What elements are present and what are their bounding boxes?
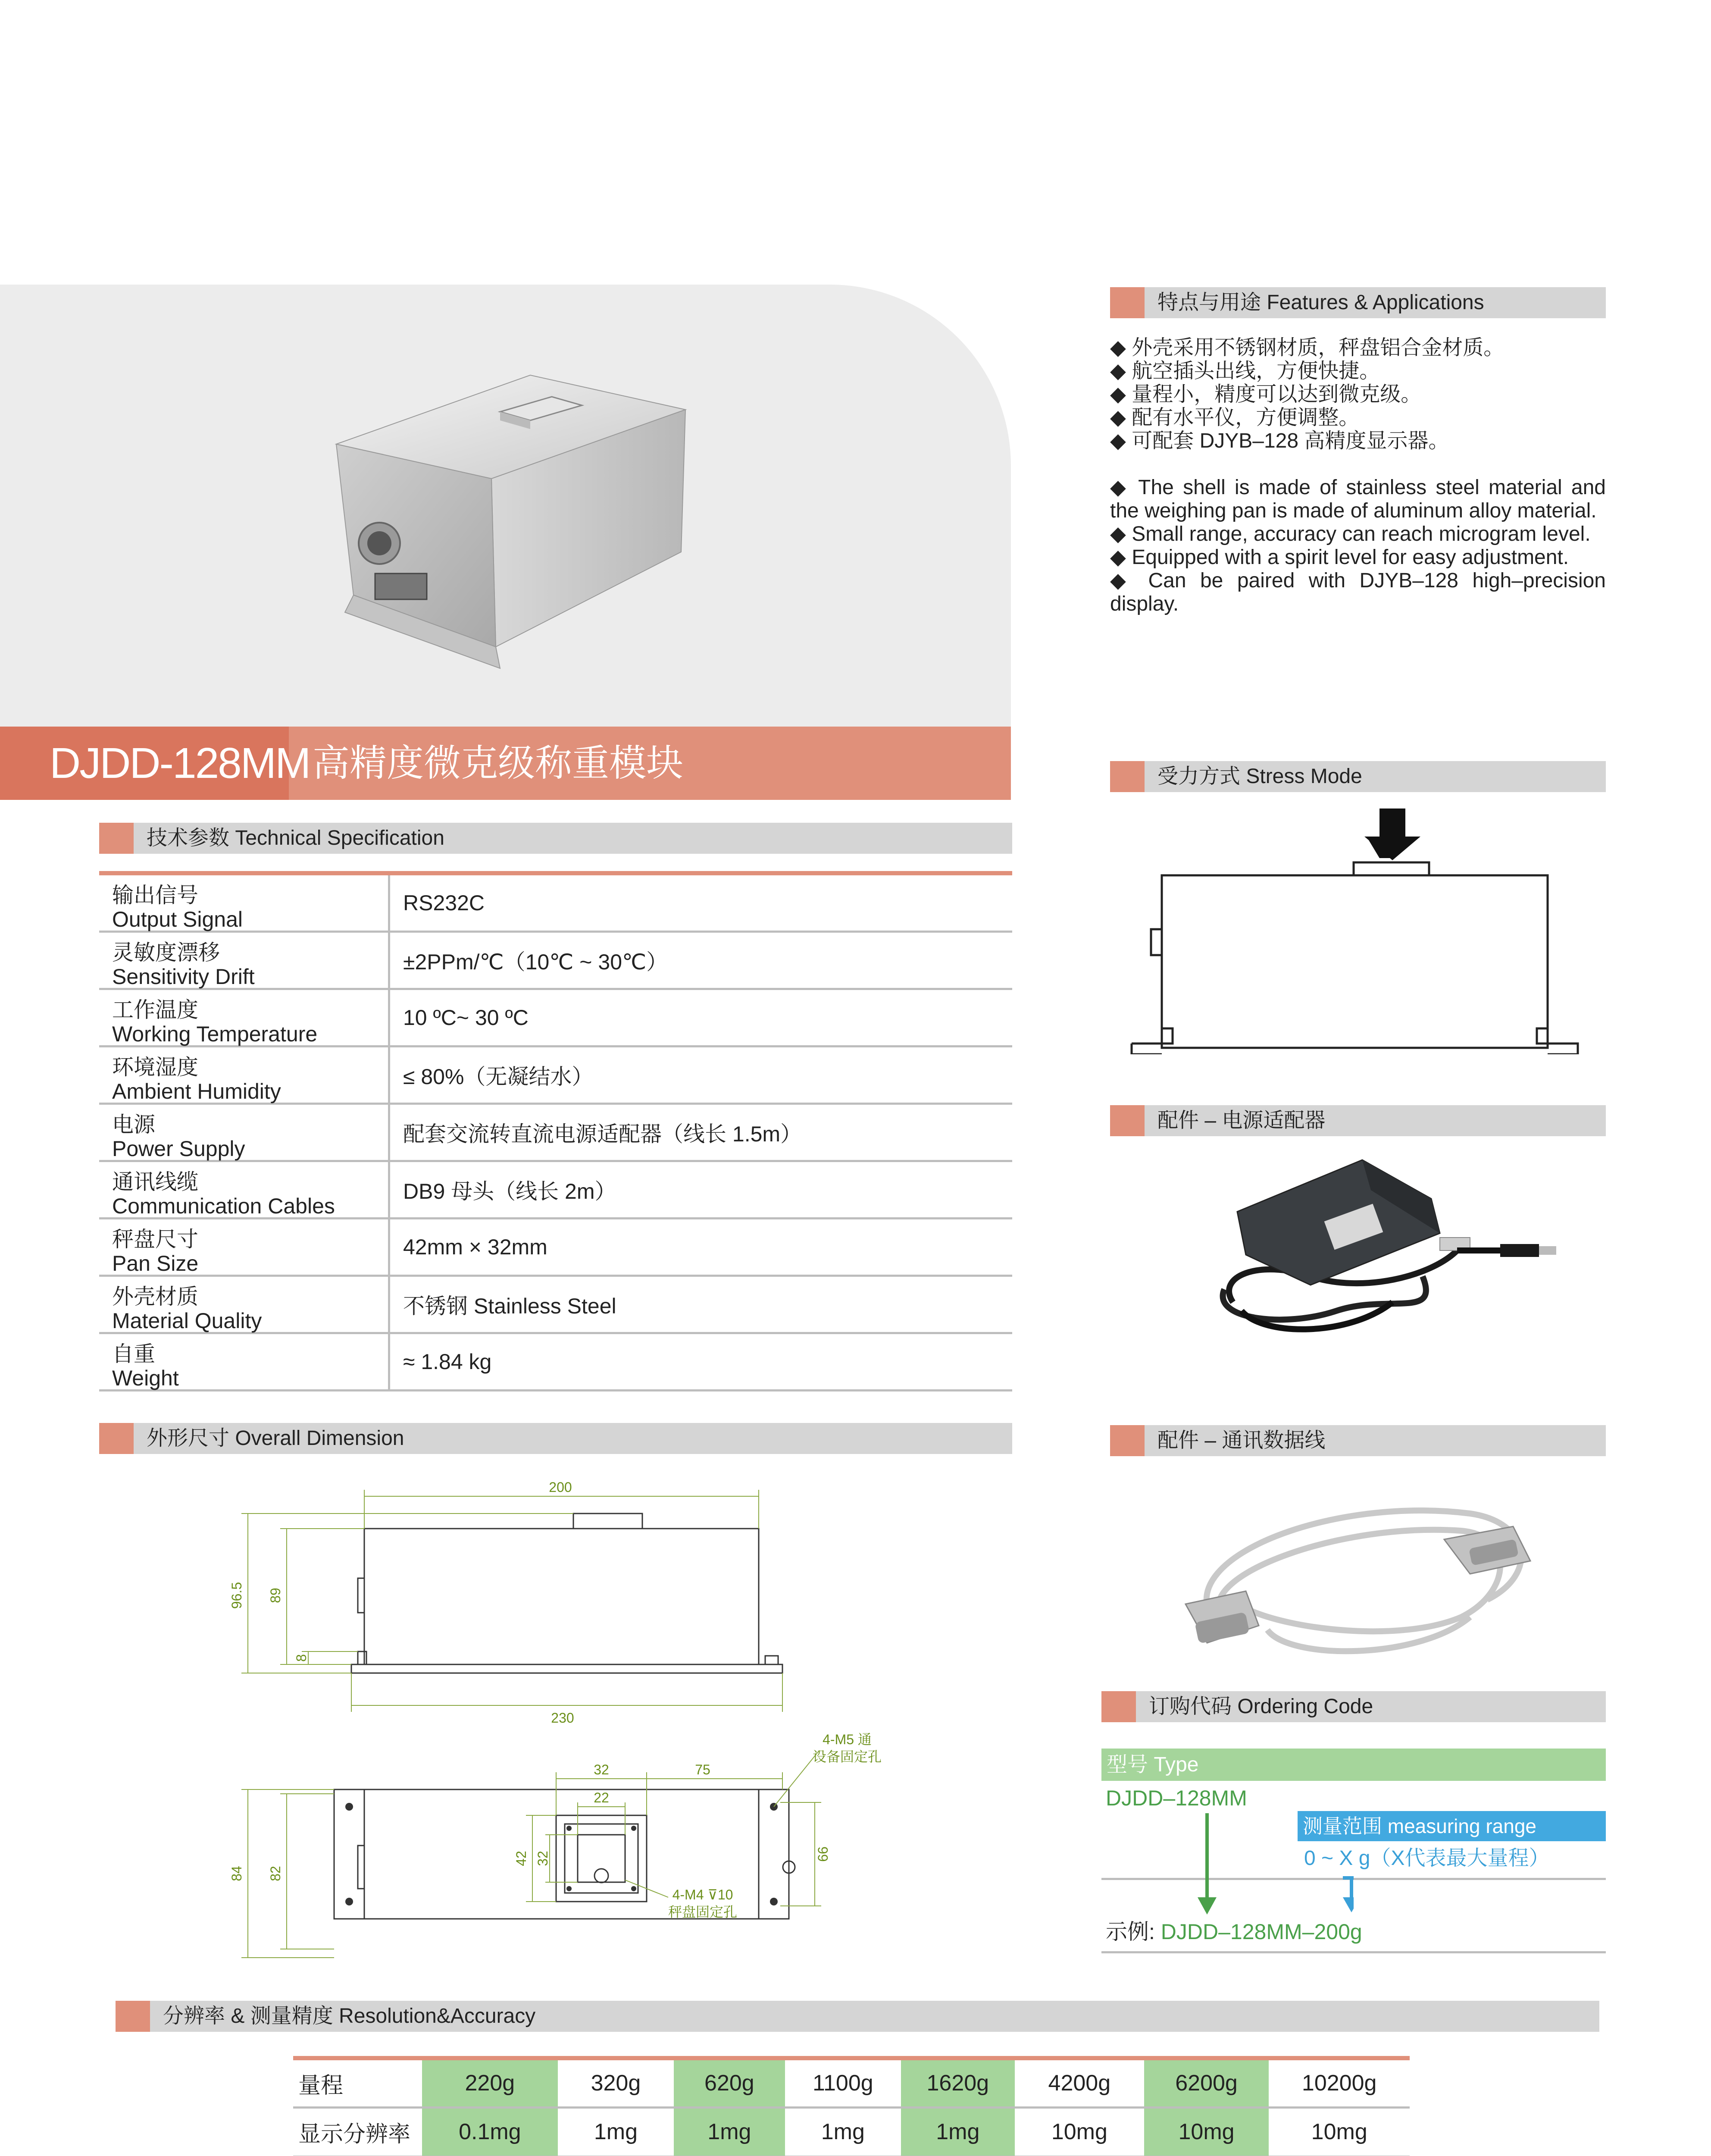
row-header: 显示分辨率 [293, 2107, 421, 2156]
dim-8: 8 [294, 1654, 309, 1662]
hero-model-number: DJDD-128MM [0, 727, 289, 800]
note-m5-line2: 设备固定孔 [812, 1749, 882, 1764]
hero-product-title: 高精度微克级称重模块 [313, 743, 683, 784]
spec-label-en: Working Temperature [112, 1022, 318, 1046]
section-header-features: 特点与用途 Features & Applications [1110, 287, 1606, 318]
spec-label-en: Power Supply [112, 1137, 245, 1161]
spec-label-cn: 通讯线缆 [112, 1170, 198, 1194]
table-row [293, 2107, 1409, 2156]
spec-value: 不锈钢 Stainless Steel [403, 1294, 616, 1318]
table-cell: 1mg [559, 2107, 673, 2156]
ordering-divider [1101, 1878, 1606, 1880]
ordering-model: DJDD–128MM [1106, 1786, 1247, 1810]
feature-item-cn: ◆ 可配套 DJYB–128 高精度显示器。 [1110, 429, 1449, 452]
dim-22: 22 [594, 1790, 609, 1805]
feature-item-cn: ◆ 配有水平仪，方便调整。 [1110, 406, 1360, 429]
power-adapter-photo [1198, 1147, 1565, 1345]
section-header-dimension: 外形尺寸 Overall Dimension [99, 1423, 1012, 1454]
spec-value: 42mm × 32mm [403, 1235, 547, 1259]
section-header-power: 配件 – 电源适配器 [1110, 1105, 1606, 1136]
spec-value: DB9 母头（线长 2m） [403, 1179, 616, 1203]
spec-row [99, 933, 1012, 990]
table-row [293, 2058, 1409, 2107]
table-cell: 1620g [900, 2058, 1016, 2107]
spec-label-cn: 自重 [112, 1342, 155, 1366]
spec-label-en: Output Signal [112, 907, 243, 931]
ordering-range-value: 0 ~ X g（X代表最大量程） [1304, 1847, 1550, 1870]
spec-label-cn: 电源 [112, 1112, 155, 1137]
table-cell: 1mg [900, 2107, 1016, 2156]
section-header-resolution: 分辨率 & 测量精度 Resolution&Accuracy [116, 2001, 1599, 2032]
dim-230: 230 [551, 1710, 574, 1726]
table-cell: 1mg [673, 2107, 786, 2156]
spec-row [99, 1047, 1012, 1105]
dim-84: 84 [229, 1866, 244, 1881]
spec-row [99, 990, 1012, 1047]
ordering-example-prefix: 示例: [1106, 1920, 1161, 1944]
table-cell: 620g [673, 2058, 786, 2107]
section-header-stress: 受力方式 Stress Mode [1110, 761, 1606, 792]
features-list [1110, 336, 1606, 616]
spec-label-en: Weight [112, 1366, 179, 1390]
section-header-cable: 配件 – 通讯数据线 [1110, 1425, 1606, 1456]
dim-89: 89 [268, 1588, 283, 1603]
table-cell: 10mg [1016, 2107, 1143, 2156]
ordering-type-bar [1101, 1749, 1606, 1781]
spec-table [99, 871, 1012, 1391]
spec-label-cn: 秤盘尺寸 [112, 1227, 198, 1251]
dim-32-side: 32 [535, 1851, 551, 1866]
spec-value: 配套交流转直流电源适配器（线长 1.5m） [403, 1122, 802, 1146]
feature-item-en: ◆ Small range, accuracy can reach microgram level. [1110, 523, 1591, 545]
arrow-down-green-icon [1198, 1897, 1217, 1915]
spec-label-en: Material Quality [112, 1309, 262, 1333]
resolution-table [293, 2056, 1410, 2156]
table-cell: 10mg [1143, 2107, 1270, 2156]
ordering-example [1106, 1917, 1362, 1947]
table-cell: 1100g [786, 2058, 900, 2107]
dim-96: 96.5 [229, 1582, 244, 1609]
arrow-down-icon [1364, 808, 1420, 860]
ordering-range-label: 测量范围 measuring range [1303, 1815, 1536, 1837]
feature-item-en: ◆ Can be paired with DJYB–128 high–precision display. [1110, 569, 1606, 615]
dim-32-top: 32 [594, 1762, 609, 1777]
feature-item-en: ◆ Equipped with a spirit level for easy adjustment. [1110, 546, 1569, 569]
ordering-type-label: 型号 Type [1107, 1753, 1199, 1776]
spec-row [99, 1334, 1012, 1391]
dim-66: 66 [815, 1846, 831, 1862]
spec-value: RS232C [403, 891, 485, 915]
spec-row [99, 1277, 1012, 1334]
spec-value: 10 ºC~ 30 ºC [403, 1006, 529, 1030]
spec-value: ±2PPm/℃（10℃ ~ 30℃） [403, 950, 668, 974]
note-m4-line1: 4-M4 ⊽10 [672, 1887, 733, 1902]
spec-label-cn: 工作温度 [112, 998, 198, 1022]
note-m5-line1: 4-M5 通 [823, 1732, 872, 1747]
table-cell: 10200g [1270, 2058, 1409, 2107]
spec-label-cn: 环境湿度 [112, 1055, 198, 1079]
spec-row [99, 875, 1012, 933]
table-cell: 0.1mg [421, 2107, 559, 2156]
stress-mode-diagram [1121, 808, 1595, 1054]
spec-label-en: Ambient Humidity [112, 1079, 281, 1103]
table-cell: 6200g [1143, 2058, 1270, 2107]
feature-item-en: ◆ The shell is made of stainless steel material and the weighing pan is made of aluminum alloy material. [1110, 476, 1606, 522]
dim-82: 82 [268, 1866, 283, 1881]
spec-label-cn: 外壳材质 [112, 1285, 198, 1309]
data-cable-photo [1160, 1488, 1565, 1673]
dim-42: 42 [513, 1851, 529, 1866]
product-photo [328, 371, 703, 681]
table-cell: 10mg [1270, 2107, 1409, 2156]
spec-label-en: Pan Size [112, 1251, 199, 1275]
table-cell: 320g [559, 2058, 673, 2107]
spec-label-en: Sensitivity Drift [112, 965, 255, 989]
table-cell: 220g [421, 2058, 559, 2107]
feature-item-cn: ◆ 外壳采用不锈钢材质，秤盘铝合金材质。 [1110, 336, 1505, 359]
spec-label-cn: 输出信号 [112, 883, 198, 907]
feature-item-cn: ◆ 量程小，精度可以达到微克级。 [1110, 383, 1422, 406]
ordering-example-value: DJDD–128MM–200g [1160, 1920, 1362, 1944]
table-cell: 4200g [1016, 2058, 1143, 2107]
ordering-bottom-divider [1101, 1951, 1606, 1953]
feature-item-cn: ◆ 航空插头出线，方便快捷。 [1110, 360, 1380, 382]
spec-row [99, 1219, 1012, 1277]
dimension-drawing [216, 1466, 905, 1975]
dim-75: 75 [695, 1762, 710, 1777]
section-header-ordering: 订购代码 Ordering Code [1101, 1691, 1606, 1722]
spec-row [99, 1105, 1012, 1162]
spec-row [99, 1162, 1012, 1219]
spec-label-cn: 灵敏度漂移 [112, 940, 220, 965]
row-header: 量程 [293, 2058, 421, 2107]
arrow-down-blue-icon [1343, 1897, 1354, 1912]
ordering-arrows [1190, 1813, 1354, 1917]
section-header-tech: 技术参数 Technical Specification [99, 823, 1012, 854]
dim-200: 200 [549, 1479, 572, 1495]
table-cell: 1mg [786, 2107, 900, 2156]
note-m4-line2: 秤盘固定孔 [668, 1904, 738, 1920]
spec-label-en: Communication Cables [112, 1194, 335, 1218]
spec-value: ≤ 80%（无凝结水） [403, 1065, 594, 1089]
spec-value: ≈ 1.84 kg [403, 1350, 492, 1374]
